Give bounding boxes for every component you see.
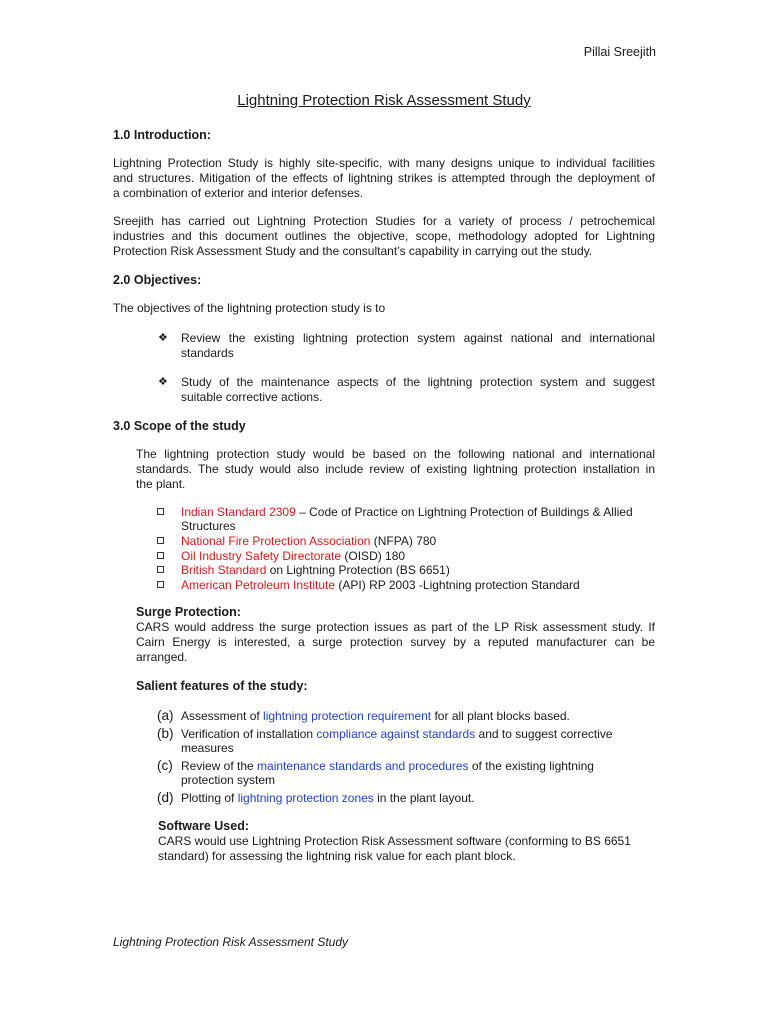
salient-item-b: Verification of installation compliance against standards and to suggest corrective <box>181 727 613 741</box>
author-name: Pillai Sreejith <box>583 45 656 59</box>
objective-item-1 <box>181 331 655 361</box>
page-footer: Lightning Protection Risk Assessment Study <box>113 935 349 949</box>
square-bullet-icon <box>157 581 164 588</box>
item-label: (d) <box>157 790 174 805</box>
item-label: (b) <box>157 726 174 741</box>
intro-p1-line: Lightning Protection Study is highly site-specific, with many designs unique to individual facilities <box>113 156 655 170</box>
scope-line: the plant. <box>136 477 186 491</box>
software-heading: Software Used: <box>158 819 249 833</box>
scope-heading: 3.0 Scope of the study <box>113 419 246 433</box>
standard-list-item: Indian Standard 2309 – Code of Practice on Lightning Protection of Buildings & Allied <box>157 505 181 520</box>
intro-p2-line: industries and this document outlines the objective, scope, methodology adopted for Lightning <box>113 229 655 243</box>
diamond-bullet-icon: ❖ <box>158 376 168 388</box>
objective-item-line: Review the existing lightning protection system against national and international <box>181 331 655 345</box>
salient-item-d: Plotting of lightning protection zones in the plant layout. <box>181 791 475 805</box>
document-title: Lightning Protection Risk Assessment Study <box>237 92 531 109</box>
item-label: (a) <box>157 708 174 723</box>
standard-name: Oil Industry Safety Directorate <box>181 549 342 563</box>
standard-name: American Petroleum Institute <box>181 578 336 592</box>
intro-paragraph-2 <box>113 214 655 259</box>
scope-line: The lightning protection study would be based on the following national and international <box>136 447 655 461</box>
software-line: CARS would use Lightning Protection Risk Assessment software (conforming to BS 6651 <box>158 834 631 848</box>
intro-heading: 1.0 Introduction: <box>113 128 211 142</box>
salient-item-continuation: measures <box>181 741 234 755</box>
salient-heading: Salient features of the study: <box>136 679 308 693</box>
highlight-term: compliance against standards <box>316 727 476 741</box>
surge-paragraph <box>136 620 655 665</box>
intro-p1-line: a combination of exterior and interior defenses. <box>113 186 364 200</box>
standard-name: Indian Standard 2309 <box>181 505 296 519</box>
intro-p1-line: and structures. Mitigation of the effects of lightning strikes is attempted through the deployment of <box>113 171 655 185</box>
item-label: (c) <box>157 758 173 773</box>
objective-item-2 <box>181 375 655 405</box>
salient-item-continuation: protection system <box>181 773 276 787</box>
intro-p2-line: Sreejith has carried out Lightning Protection Studies for a variety of process / petrochemical <box>113 214 655 228</box>
diamond-bullet-icon: ❖ <box>158 332 168 344</box>
standard-name: National Fire Protection Association <box>181 534 371 548</box>
standard-list-item: American Petroleum Institute (API) RP 2003 -Lightning protection Standard <box>157 578 181 593</box>
objective-item-line: Study of the maintenance aspects of the lightning protection system and suggest <box>181 375 655 389</box>
square-bullet-icon <box>157 537 164 544</box>
surge-line: Cairn Energy is interested, a surge protection survey by a reputed manufacturer can be <box>136 635 655 649</box>
surge-line: CARS would address the surge protection issues as part of the LP Risk assessment study. If <box>136 620 655 634</box>
objectives-lead: The objectives of the lightning protection study is to <box>113 301 386 315</box>
square-bullet-icon <box>157 552 164 559</box>
objective-item-line: standards <box>181 346 234 360</box>
scope-line: standards. The study would also include review of existing lightning protection installation in <box>136 462 655 476</box>
surge-line: arranged. <box>136 650 188 664</box>
square-bullet-icon <box>157 508 164 515</box>
salient-item-a: Assessment of lightning protection requirement for all plant blocks based. <box>181 709 570 723</box>
software-line: standard) for assessing the lightning risk value for each plant block. <box>158 849 516 863</box>
surge-heading: Surge Protection: <box>136 605 241 619</box>
salient-item-c: Review of the maintenance standards and procedures of the existing lightning <box>181 759 594 773</box>
standard-list-item: National Fire Protection Association (NFPA) 780 <box>157 534 181 549</box>
objective-item-line: suitable corrective actions. <box>181 390 323 404</box>
highlight-term: maintenance standards and procedures <box>257 759 469 773</box>
highlight-term: lightning protection zones <box>237 791 374 805</box>
standard-name: British Standard <box>181 563 267 577</box>
highlight-term: lightning protection requirement <box>263 709 432 723</box>
scope-paragraph <box>136 447 655 492</box>
intro-p2-line: Protection Risk Assessment Study and the consultant’s capability in carrying out the study. <box>113 244 593 258</box>
standard-list-item: British Standard on Lightning Protection (BS 6651) <box>157 563 181 578</box>
standard-item-continuation: Structures <box>181 519 236 533</box>
software-paragraph <box>158 834 655 864</box>
square-bullet-icon <box>157 566 164 573</box>
objectives-heading: 2.0 Objectives: <box>113 273 202 287</box>
intro-paragraph-1 <box>113 156 655 201</box>
standard-list-item: Oil Industry Safety Directorate (OISD) 180 <box>157 549 181 564</box>
